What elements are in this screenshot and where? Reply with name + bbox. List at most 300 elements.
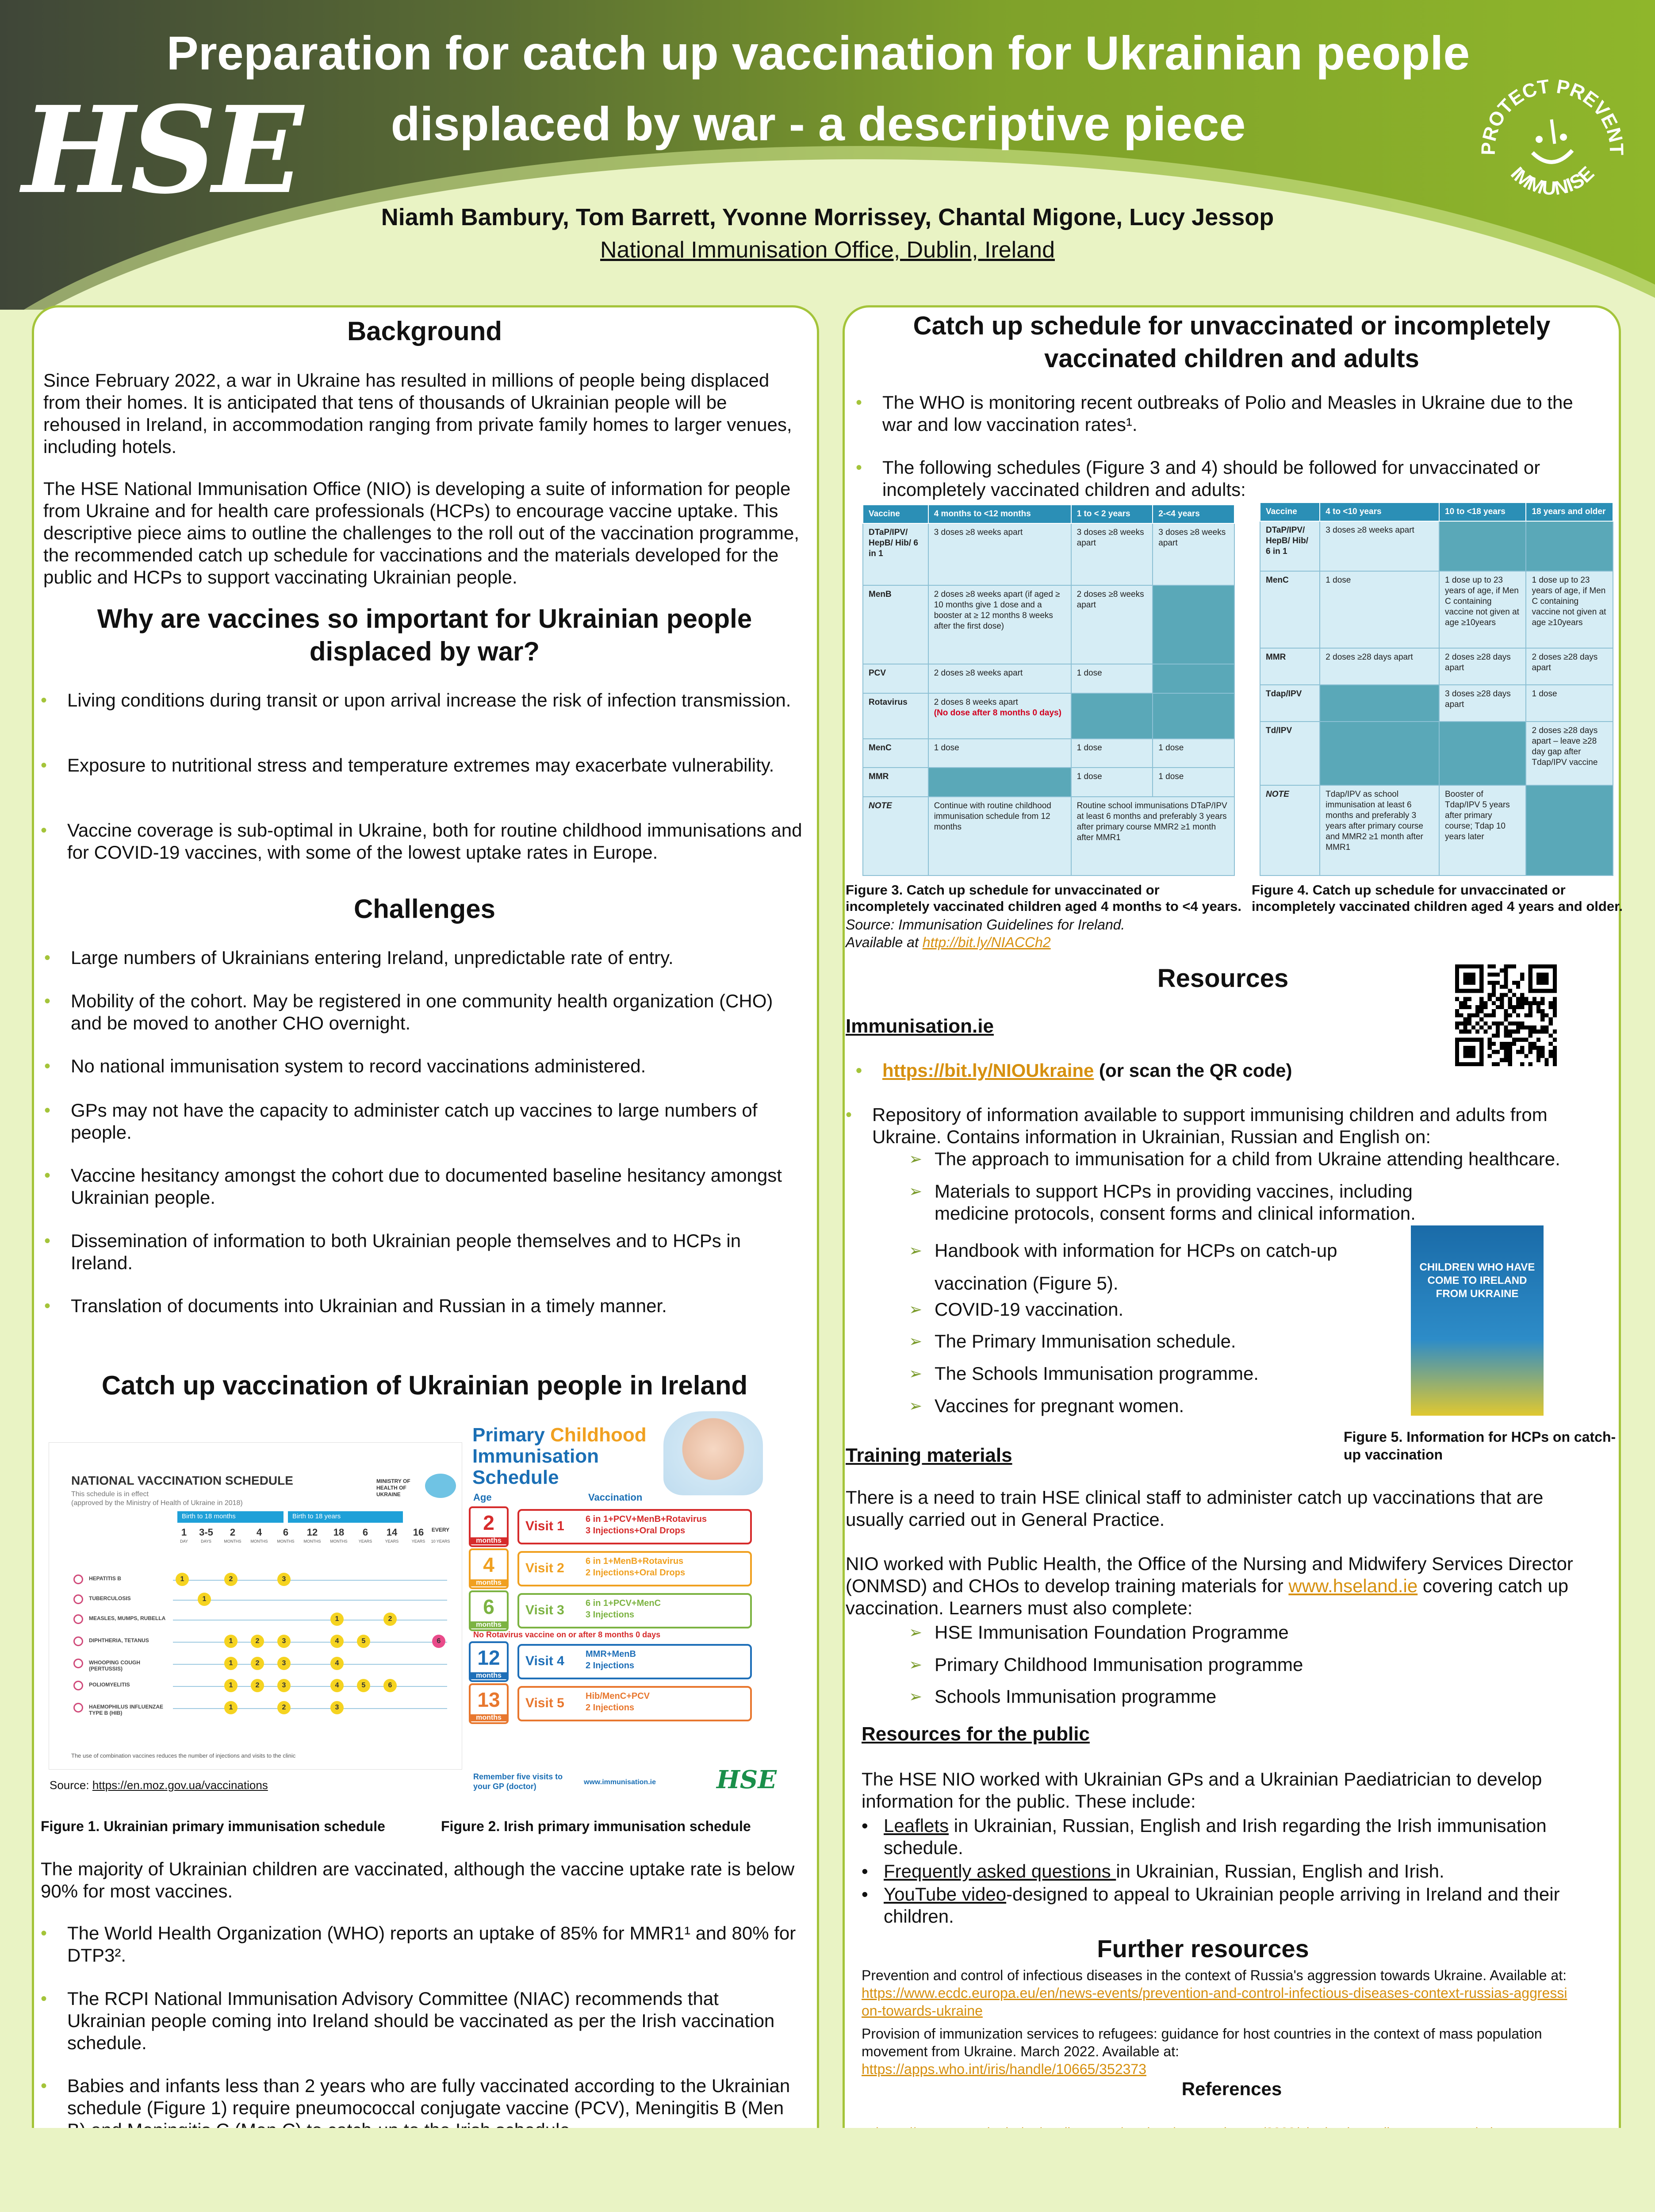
table-row bbox=[1260, 571, 1613, 648]
hseland-link[interactable]: www.hseland.ie bbox=[1288, 1575, 1418, 1596]
qr-module bbox=[1504, 985, 1508, 989]
qr-module bbox=[1529, 1025, 1532, 1029]
qr-module bbox=[1492, 981, 1496, 985]
qr-module bbox=[1520, 997, 1524, 1001]
qr-module bbox=[1540, 1013, 1544, 1017]
qr-module bbox=[1488, 1054, 1492, 1058]
fig2-visit-age-number: 12 bbox=[477, 1646, 500, 1669]
fig2-visit-row bbox=[469, 1548, 752, 1589]
fig2-visit-desc: 2 Injections+Oral Drops bbox=[586, 1568, 686, 1578]
t3-cell: 2 doses ≥8 weeks apart bbox=[928, 664, 1071, 693]
fig1-age: 6 bbox=[362, 1527, 368, 1538]
qr-module bbox=[1508, 1029, 1512, 1033]
t3-cell bbox=[1153, 693, 1234, 739]
qr-module bbox=[1463, 1046, 1475, 1058]
t3-cell bbox=[1071, 693, 1153, 739]
background-heading: Background bbox=[347, 316, 502, 346]
table-row bbox=[863, 523, 1234, 585]
qr-module bbox=[1459, 1005, 1463, 1009]
fig1-dose-marker: 1 bbox=[198, 1593, 211, 1606]
table-row bbox=[863, 739, 1234, 768]
qr-module bbox=[1467, 1022, 1471, 1025]
qr-module bbox=[1512, 964, 1516, 968]
qr-module bbox=[1553, 1005, 1557, 1009]
t3-cell bbox=[1153, 585, 1234, 664]
qr-module bbox=[1536, 1046, 1540, 1050]
qr-module bbox=[1455, 1025, 1459, 1029]
further-resource-2: Provision of immunization services to refugees: guidance for host countries in the context of mass population movement from Ukraine. March 2022. Available at: bbox=[862, 2026, 1542, 2059]
who-iris-link[interactable]: https://apps.who.int/iris/handle/10665/352373 bbox=[862, 2061, 1147, 2077]
fig1-age: 2 bbox=[230, 1527, 236, 1538]
resource-subitem: ➢ The approach to immunisation for a child from Ukraine attending healthcare. bbox=[909, 1148, 1599, 1170]
fig1-disease-label: MEASLES, MUMPS, RUBELLA bbox=[89, 1615, 166, 1621]
fig2-visit-name: Visit 2 bbox=[525, 1561, 564, 1575]
poster-authors: Niamh Bambury, Tom Barrett, Yvonne Morrissey, Chantal Migone, Lucy Jessop bbox=[381, 204, 1274, 230]
t3-cell: 2 doses ≥8 weeks apart (if aged ≥ 10 months give 1 dose and a booster at ≥ 12 months 8 weeks after the first dose) bbox=[928, 585, 1071, 664]
fig1-age: 1 bbox=[181, 1527, 187, 1538]
qr-module bbox=[1524, 1025, 1528, 1029]
qr-module bbox=[1496, 1025, 1500, 1029]
fig2-visit-row bbox=[469, 1590, 752, 1631]
qr-module bbox=[1532, 997, 1536, 1001]
qr-module bbox=[1532, 1001, 1536, 1005]
qr-module bbox=[1529, 1033, 1532, 1037]
qr-module bbox=[1516, 1050, 1520, 1054]
fig1-source-link[interactable]: https://en.moz.gov.ua/vaccinations bbox=[92, 1778, 268, 1792]
t4-header: 18 years and older bbox=[1526, 503, 1613, 521]
repository-item: • Repository of information available to support immunising children and adults from Ukraine. Contains information in Ukrainian, Russian and English on: bbox=[846, 1104, 1598, 1148]
fig1-dose-marker: 2 bbox=[224, 1573, 238, 1586]
fig1-dose-marker: 3 bbox=[330, 1701, 344, 1714]
t3-cell: 1 dose bbox=[1153, 739, 1234, 768]
qr-module bbox=[1467, 1013, 1471, 1017]
fig1-age-unit: YEARS bbox=[411, 1539, 425, 1544]
qr-module bbox=[1524, 1013, 1528, 1017]
virus-icon bbox=[73, 1575, 83, 1584]
qr-module bbox=[1520, 993, 1524, 997]
t4-cell: DTaP/IPV/ HepB/ Hib/ 6 in 1 bbox=[1260, 521, 1320, 571]
qr-module bbox=[1463, 1025, 1467, 1029]
qr-module bbox=[1529, 1013, 1532, 1017]
fig1-dose-marker: 3 bbox=[277, 1635, 291, 1648]
qr-module bbox=[1553, 997, 1557, 1001]
t4-cell: 1 dose up to 23 years of age, if Men C containing vaccine not given at age ≥10years bbox=[1526, 571, 1613, 648]
qr-module bbox=[1516, 1025, 1520, 1029]
qr-module bbox=[1508, 964, 1512, 968]
qr-module bbox=[1463, 972, 1475, 985]
fig1-dose-marker: 1 bbox=[224, 1679, 238, 1692]
fig1-age-unit: 10 YEARS bbox=[431, 1539, 450, 1544]
qr-module bbox=[1512, 1022, 1516, 1025]
qr-module bbox=[1516, 1022, 1520, 1025]
qr-module bbox=[1455, 1022, 1459, 1025]
qr-module bbox=[1508, 1054, 1512, 1058]
virus-icon bbox=[73, 1681, 83, 1690]
training-paragraph-1: There is a need to train HSE clinical staff to administer catch up vaccinations that are usually carried out in General Practice. bbox=[846, 1487, 1544, 1530]
nio-ukraine-link[interactable]: https://bit.ly/NIOUkraine bbox=[882, 1060, 1094, 1081]
fig2-visit-age-unit: months bbox=[471, 1537, 507, 1544]
resource-subitem: ➢ COVID-19 vaccination. bbox=[909, 1298, 1395, 1321]
fig1-source-label: Source: bbox=[50, 1778, 92, 1792]
references-heading: References bbox=[1181, 2078, 1282, 2099]
qr-module bbox=[1492, 1001, 1496, 1005]
fig1-footnote: The use of combination vaccines reduces the number of injections and visits to the clinic bbox=[71, 1752, 296, 1759]
qr-module bbox=[1553, 1009, 1557, 1013]
qr-module bbox=[1467, 1018, 1471, 1022]
fig1-row-line bbox=[173, 1600, 447, 1601]
training-text-a: NIO worked with Public Health, the Office of the Nursing and Midwifery Services Director (ONMSD) and CHOs to develop training materials for bbox=[846, 1553, 1573, 1596]
qr-module bbox=[1479, 1005, 1483, 1009]
qr-module bbox=[1512, 993, 1516, 997]
niac-link[interactable]: http://bit.ly/NIACCh2 bbox=[922, 934, 1051, 950]
qr-module bbox=[1532, 1042, 1536, 1046]
qr-module bbox=[1455, 997, 1459, 1001]
catchup-ua-paragraph: The majority of Ukrainian children are vaccinated, although the vaccine uptake rate is below 90% for most vaccines. bbox=[41, 1859, 795, 1901]
fig2-visit-age bbox=[469, 1683, 509, 1724]
fig2-visit-box bbox=[517, 1551, 752, 1586]
qr-module bbox=[1553, 1029, 1557, 1033]
qr-module bbox=[1529, 1005, 1532, 1009]
fig2-visit-desc: 2 Injections bbox=[586, 1703, 635, 1713]
fig1-row-line bbox=[173, 1664, 447, 1665]
fig1-dose-marker: 2 bbox=[383, 1613, 397, 1626]
qr-module bbox=[1549, 1054, 1553, 1058]
qr-module bbox=[1520, 972, 1524, 976]
fig1-dose-marker: 3 bbox=[277, 1657, 291, 1670]
qr-module bbox=[1455, 989, 1483, 993]
fig1-dose-marker: 1 bbox=[330, 1613, 344, 1626]
virus-icon bbox=[73, 1636, 83, 1646]
nio-ukraine-item bbox=[856, 1060, 1590, 1082]
t4-cell: Tdap/IPV bbox=[1260, 685, 1320, 722]
qr-module bbox=[1483, 1029, 1487, 1033]
qr-module bbox=[1524, 1054, 1528, 1058]
qr-module bbox=[1553, 1050, 1557, 1054]
fig1-caption: Figure 1. Ukrainian primary immunisation schedule bbox=[41, 1818, 385, 1834]
training-item: ➢ HSE Immunisation Foundation Programme bbox=[909, 1621, 1572, 1644]
qr-module bbox=[1488, 981, 1492, 985]
qr-module bbox=[1488, 964, 1492, 968]
qr-module bbox=[1532, 1029, 1536, 1033]
qr-module bbox=[1529, 1001, 1532, 1005]
qr-module bbox=[1496, 997, 1500, 1001]
qr-module bbox=[1496, 981, 1500, 985]
qr-module bbox=[1496, 1005, 1500, 1009]
catchup-schedule-heading: Catch up schedule for unvaccinated or incompletely vaccinated children and adults bbox=[913, 311, 1551, 373]
table-row bbox=[863, 768, 1234, 797]
qr-module bbox=[1544, 1025, 1548, 1029]
fig1-dose-marker: 2 bbox=[251, 1657, 264, 1670]
fig2-title-c: Immunisation Schedule bbox=[472, 1445, 599, 1488]
background-paragraph-2: The HSE National Immunisation Office (NIO) is developing a suite of information for people from Ukraine and for health care professionals (HCPs) to encourage vaccine uptake. This descriptive piece aims to outline the challenges to the roll out of the vaccination programme, the recommended catch up schedule for vaccinations and the materials developed for the public and HCPs to support vaccinating Ukrainian people. bbox=[43, 478, 799, 588]
public-item-link[interactable]: Frequently asked questions bbox=[884, 1861, 1116, 1882]
qr-module bbox=[1553, 1046, 1557, 1050]
challenge-item: • Vaccine hesitancy amongst the cohort due to documented baseline hesitancy amongst Ukrainian people. bbox=[44, 1164, 796, 1209]
catchup-ua-heading: Catch up vaccination of Ukrainian people in Ireland bbox=[101, 1371, 748, 1400]
fig1-age-unit: YEARS bbox=[358, 1539, 372, 1544]
fig1-row-line bbox=[173, 1686, 447, 1687]
t3-cell: DTaP/IPV/ HepB/ Hib/ 6 in 1 bbox=[863, 523, 928, 585]
fig1-age-unit: MONTHS bbox=[303, 1539, 321, 1544]
challenge-item: • Translation of documents into Ukrainian and Russian in a timely manner. bbox=[44, 1295, 796, 1317]
qr-module bbox=[1529, 964, 1532, 993]
qr-module bbox=[1488, 1013, 1492, 1017]
qr-module bbox=[1504, 993, 1508, 997]
fig1-dose-marker: 6 bbox=[383, 1679, 397, 1692]
t3-cell bbox=[928, 768, 1071, 797]
public-item-link[interactable]: YouTube video bbox=[884, 1884, 1007, 1905]
public-item bbox=[862, 1815, 1569, 1859]
further-r1-text: Prevention and control of infectious diseases in the context of Russia's aggression towards Ukraine. Available at: bbox=[862, 1967, 1567, 1983]
why-item: • Exposure to nutritional stress and temperature extremes may exacerbate vulnerability. bbox=[41, 754, 793, 776]
qr-module bbox=[1516, 985, 1520, 989]
qr-module bbox=[1508, 1033, 1512, 1037]
virus-icon bbox=[73, 1703, 83, 1713]
qr-module bbox=[1520, 1050, 1524, 1054]
title-line-1: Preparation for catch up vaccination for Ukrainian people bbox=[166, 26, 1470, 80]
handbook-title: CHILDREN WHO HAVE COME TO IRELAND FROM UKRAINE bbox=[1419, 1261, 1535, 1300]
qr-module bbox=[1512, 1029, 1516, 1033]
table-row bbox=[863, 797, 1234, 876]
qr-module bbox=[1553, 1038, 1557, 1042]
qr-module bbox=[1529, 1029, 1532, 1033]
fig2-visit-age bbox=[469, 1590, 509, 1631]
qr-module bbox=[1455, 964, 1459, 993]
qr-module bbox=[1500, 993, 1504, 997]
fig1-age-unit: YEARS bbox=[385, 1539, 399, 1544]
fig2-visit-row bbox=[469, 1683, 752, 1724]
t3-rota-warning: (No dose after 8 months 0 days) bbox=[934, 708, 1061, 718]
fig2-visit-age-number: 2 bbox=[483, 1511, 494, 1534]
qr-module bbox=[1520, 1022, 1524, 1025]
qr-module bbox=[1504, 964, 1508, 968]
fig1-dose-marker: 5 bbox=[357, 1679, 370, 1692]
virus-icon bbox=[73, 1659, 83, 1668]
immunisation-ie-heading: Immunisation.ie bbox=[846, 1015, 994, 1037]
qr-module bbox=[1455, 1009, 1459, 1013]
ecdc-link[interactable]: https://www.ecdc.europa.eu/en/news-events/prevention-and-control-infectious-diseases-context-russias-aggression-towards-ukraine bbox=[862, 1985, 1567, 2019]
fig1-dose-marker: 2 bbox=[251, 1679, 264, 1692]
qr-module bbox=[1492, 1022, 1496, 1025]
background-paragraph-1: Since February 2022, a war in Ukraine has resulted in millions of people being displaced from their homes. It is anticipated that tens of thousands of Ukrainian people will be rehoused in Ireland, in accommodation ranging from private family homes to larger venues, including hotels. bbox=[43, 370, 792, 457]
resource-subitem: ➢ The Primary Immunisation schedule. bbox=[909, 1330, 1395, 1352]
qr-module bbox=[1536, 1005, 1540, 1009]
qr-module bbox=[1540, 1046, 1544, 1050]
t4-cell: MenC bbox=[1260, 571, 1320, 648]
fig1-age-unit: DAYS bbox=[201, 1539, 211, 1544]
qr-module bbox=[1479, 1025, 1483, 1029]
fig1-age: 18 bbox=[333, 1527, 345, 1538]
t4-cell: Td/IPV bbox=[1260, 722, 1320, 785]
t3-cell: 3 doses ≥8 weeks apart bbox=[928, 523, 1071, 585]
qr-module bbox=[1540, 1001, 1544, 1005]
fig2-hse-logo: HSE bbox=[716, 1765, 777, 1794]
qr-module bbox=[1549, 1022, 1553, 1025]
hse-logo: HSE bbox=[22, 80, 299, 220]
fig2-visit-age bbox=[469, 1506, 509, 1547]
qr-module bbox=[1475, 1022, 1479, 1025]
qr-module bbox=[1492, 1009, 1496, 1013]
qr-module bbox=[1508, 997, 1512, 1001]
qr-module bbox=[1483, 1005, 1487, 1009]
fig1-age: 14 bbox=[386, 1527, 398, 1538]
qr-module bbox=[1536, 1054, 1540, 1058]
fig1-subtitle-1: This schedule is in effect bbox=[71, 1490, 149, 1498]
fig1-age-unit: MONTHS bbox=[250, 1539, 268, 1544]
protect-prevent-immunise-logo bbox=[1473, 66, 1632, 226]
fig3-caption: Figure 3. Catch up schedule for unvaccinated or incompletely vaccinated children aged 4 months to <4 years. bbox=[846, 882, 1242, 914]
fig1-disease-label: WHOOPING COUGH (PERTUSSIS) bbox=[89, 1659, 140, 1672]
resource-subitem: ➢ Vaccines for pregnant women. bbox=[909, 1395, 1395, 1417]
fig1-dose-marker: 4 bbox=[330, 1679, 344, 1692]
fig1-age: 4 bbox=[256, 1527, 262, 1538]
fig2-reminder: Remember five visits to your GP (doctor) bbox=[473, 1772, 563, 1791]
qr-module bbox=[1524, 1001, 1528, 1005]
qr-module bbox=[1549, 1005, 1553, 1009]
t3-cell: Continue with routine childhood immunisation schedule from 12 months bbox=[928, 797, 1071, 876]
table-row bbox=[1260, 722, 1613, 785]
why-item: • Living conditions during transit or upon arrival increase the risk of infection transmission. bbox=[41, 689, 793, 711]
qr-module bbox=[1536, 1001, 1540, 1005]
qr-module bbox=[1455, 964, 1483, 968]
fig1-dose-marker: 3 bbox=[277, 1679, 291, 1692]
qr-module bbox=[1483, 1022, 1487, 1025]
t3-cell: 1 dose bbox=[1153, 768, 1234, 797]
table-row bbox=[863, 585, 1234, 664]
training-item: ➢ Schools Immunisation programme bbox=[909, 1686, 1572, 1708]
qr-module bbox=[1504, 1013, 1508, 1017]
further-heading: Further resources bbox=[1097, 1935, 1309, 1962]
qr-module bbox=[1549, 1042, 1553, 1046]
qr-module bbox=[1475, 1029, 1479, 1033]
virus-icon bbox=[73, 1594, 83, 1604]
fig2-visit-age-unit: months bbox=[471, 1714, 507, 1721]
qr-module bbox=[1508, 1022, 1512, 1025]
fig1-subtitle-2: (approved by the Ministry of Health of Ukraine in 2018) bbox=[71, 1499, 243, 1507]
t4-cell bbox=[1439, 521, 1526, 571]
qr-module bbox=[1496, 1050, 1500, 1054]
fig2-visit-age bbox=[469, 1641, 509, 1682]
resource-subitem: ➢ The Schools Immunisation programme. bbox=[909, 1363, 1395, 1385]
qr-module bbox=[1504, 1018, 1508, 1022]
t4-cell: 2 doses ≥28 days apart – leave ≥28 day gap after Tdap/IPV vaccine bbox=[1526, 722, 1613, 785]
qr-module bbox=[1492, 1042, 1496, 1046]
qr-module bbox=[1463, 1018, 1467, 1022]
fig1-dose-marker: 5 bbox=[357, 1635, 370, 1648]
table-row bbox=[863, 693, 1234, 739]
t4-cell: NOTE bbox=[1260, 785, 1320, 876]
resource-subitem: ➢ Handbook with information for HCPs on catch-up vaccination (Figure 5). bbox=[909, 1234, 1404, 1300]
qr-module bbox=[1524, 997, 1528, 1001]
fig2-visit-name: Visit 1 bbox=[525, 1519, 564, 1533]
qr-module bbox=[1475, 1013, 1479, 1017]
qr-module bbox=[1500, 985, 1504, 989]
public-item-link[interactable]: Leaflets bbox=[884, 1815, 949, 1836]
further-resource-2-link bbox=[862, 2060, 1569, 2078]
qr-module bbox=[1516, 1001, 1520, 1005]
qr-module bbox=[1540, 1025, 1544, 1029]
title-line-2: displaced by war - a descriptive piece bbox=[391, 97, 1246, 150]
t3-cell: Routine school immunisations DTaP/IPV at least 6 months and preferably 3 years after primary course MMR2 ≥1 month after MMR1 bbox=[1071, 797, 1234, 876]
fig1-age-unit: MONTHS bbox=[277, 1539, 295, 1544]
qr-module bbox=[1488, 997, 1492, 1001]
qr-module bbox=[1524, 1038, 1528, 1042]
fig1-age-unit: DAY bbox=[180, 1539, 188, 1544]
qr-module bbox=[1500, 1042, 1504, 1046]
t3-cell: 3 doses ≥8 weeks apart bbox=[1071, 523, 1153, 585]
fig2-visit-age-unit: months bbox=[471, 1579, 507, 1586]
fig2-visit-name: Visit 4 bbox=[525, 1654, 564, 1668]
resources-heading: Resources bbox=[1157, 964, 1289, 993]
qr-module bbox=[1479, 1009, 1483, 1013]
nio-ukraine-suffix: (or scan the QR code) bbox=[1094, 1060, 1292, 1081]
qr-module bbox=[1504, 1033, 1508, 1037]
fig1-dose-marker: 2 bbox=[251, 1635, 264, 1648]
qr-module bbox=[1529, 964, 1557, 968]
t3-cell bbox=[928, 693, 1071, 739]
qr-module bbox=[1492, 972, 1496, 976]
svg-text:IMMUNISE: IMMUNISE bbox=[1506, 162, 1598, 200]
public-heading: Resources for the public bbox=[862, 1723, 1090, 1745]
fig2-visit-box bbox=[517, 1593, 752, 1628]
t3-cell: MenB bbox=[863, 585, 928, 664]
fig3-available-label: Available at bbox=[846, 934, 923, 950]
qr-module bbox=[1540, 1050, 1544, 1054]
training-paragraph-2 bbox=[846, 1553, 1598, 1619]
qr-code[interactable] bbox=[1455, 964, 1557, 1066]
fig1-band-2: Birth to 18 years bbox=[288, 1511, 403, 1523]
qr-module bbox=[1504, 972, 1508, 976]
qr-module bbox=[1516, 1038, 1520, 1042]
qr-module bbox=[1475, 1005, 1479, 1009]
qr-module bbox=[1471, 1013, 1475, 1017]
fig1-row-line bbox=[173, 1620, 447, 1621]
qr-module bbox=[1529, 1046, 1532, 1050]
why-heading: Why are vaccines so important for Ukrainian people displaced by war? bbox=[97, 604, 752, 666]
fig1-row-line bbox=[173, 1642, 447, 1643]
qr-module bbox=[1504, 1046, 1508, 1050]
public-item bbox=[862, 1883, 1569, 1928]
qr-module bbox=[1496, 1022, 1500, 1025]
fig2-col-vacc: Vaccination bbox=[588, 1492, 643, 1503]
qr-module bbox=[1508, 1013, 1512, 1017]
fig1-dose-marker: 1 bbox=[224, 1635, 238, 1648]
fig1-badge bbox=[425, 1474, 456, 1498]
qr-module bbox=[1455, 1038, 1483, 1042]
fig1-title: NATIONAL VACCINATION SCHEDULE bbox=[71, 1474, 293, 1487]
qr-module bbox=[1529, 1050, 1532, 1054]
catchup-schedule-item: • The following schedules (Figure 3 and 4) should be followed for unvaccinated or incompletely vaccinated children and adults: bbox=[856, 457, 1590, 501]
table-row bbox=[863, 664, 1234, 693]
fig4-caption: Figure 4. Catch up schedule for unvaccinated or incompletely vaccinated children aged 4 years and older. bbox=[1252, 882, 1623, 914]
fig1-dose-marker: 4 bbox=[330, 1635, 344, 1648]
fig1-age: EVERY bbox=[431, 1527, 450, 1533]
fig1-age-unit: MONTHS bbox=[224, 1539, 241, 1544]
qr-module bbox=[1463, 1029, 1467, 1033]
qr-module bbox=[1532, 1046, 1536, 1050]
qr-module bbox=[1520, 1025, 1524, 1029]
t4-cell: 2 doses ≥28 days apart bbox=[1526, 648, 1613, 685]
challenges-heading: Challenges bbox=[353, 894, 496, 924]
table-row bbox=[1260, 648, 1613, 685]
fig2-visit-age-number: 4 bbox=[483, 1553, 494, 1576]
qr-module bbox=[1459, 1013, 1463, 1017]
qr-module bbox=[1492, 964, 1496, 968]
t4-cell bbox=[1320, 722, 1439, 785]
qr-module bbox=[1540, 1054, 1544, 1058]
qr-module bbox=[1504, 1050, 1508, 1054]
catchup-schedule-item: • The WHO is monitoring recent outbreaks of Polio and Measles in Ukraine due to the war and low vaccination rates¹. bbox=[856, 392, 1590, 436]
